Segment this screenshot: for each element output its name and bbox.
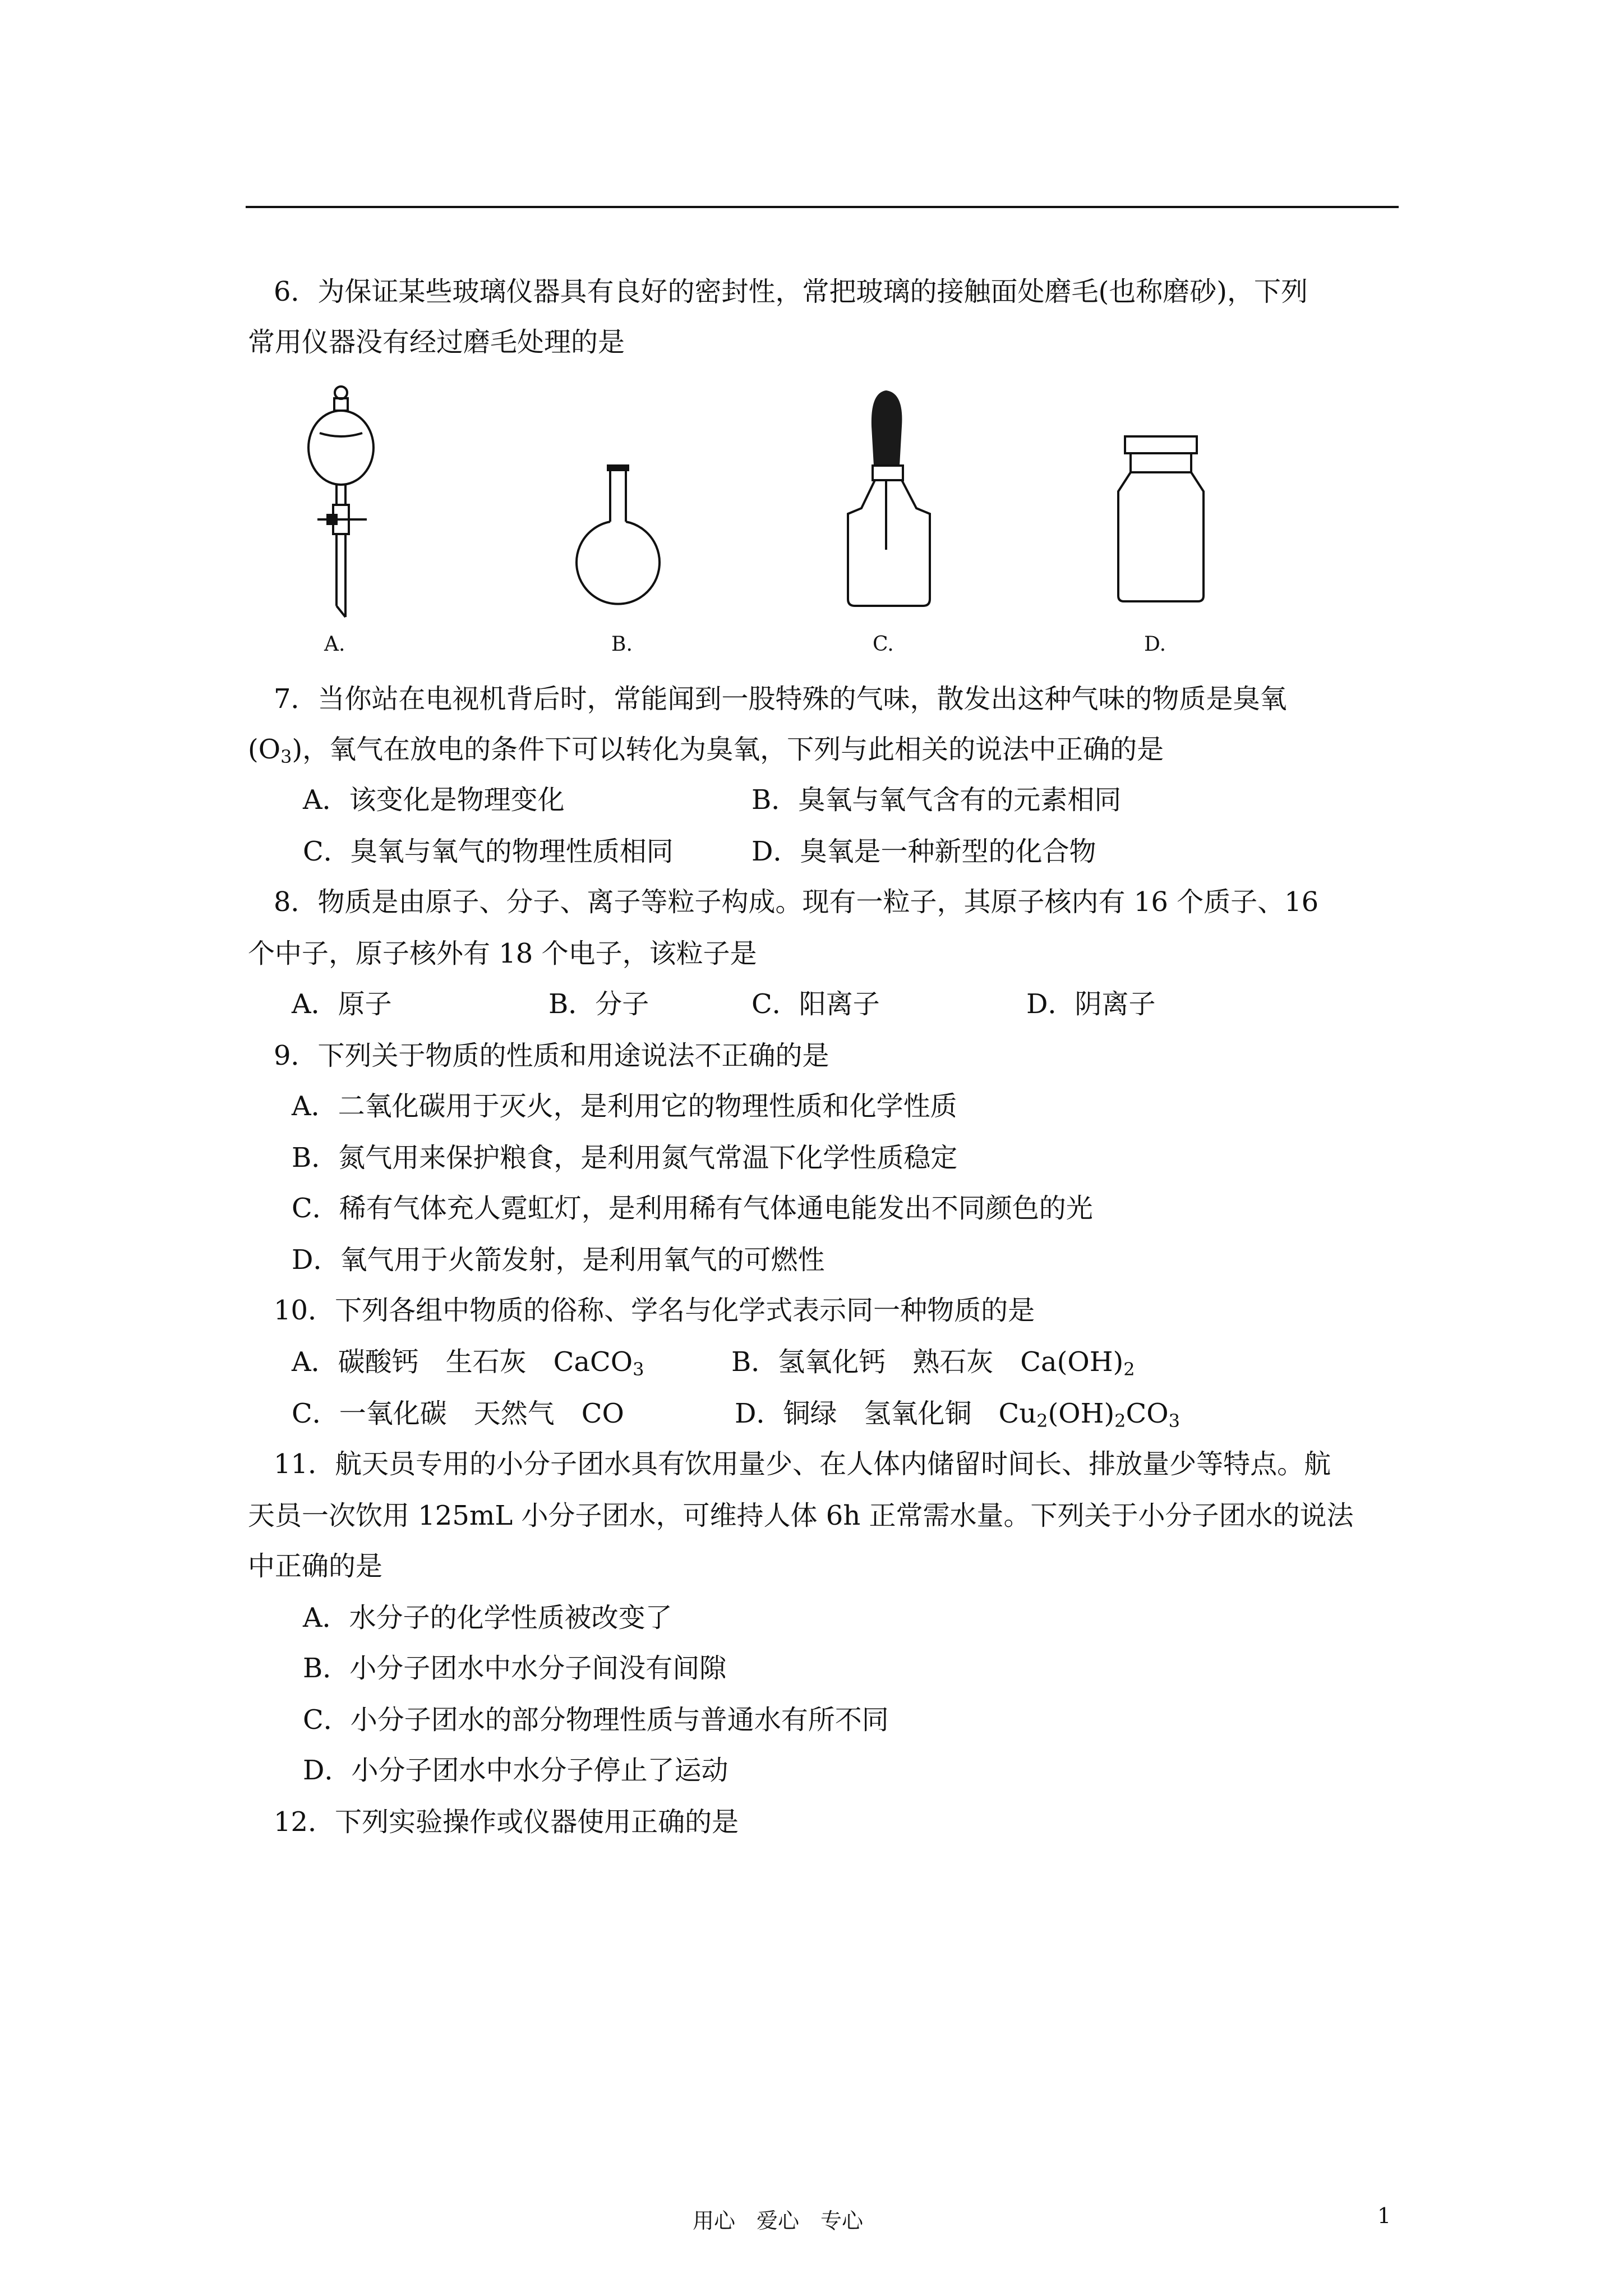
wide-mouth-jar-figure	[1108, 381, 1215, 617]
separatory-funnel-figure	[297, 381, 387, 623]
q8-line2: 个中子，原子核外有 18 个电子，该粒子是	[248, 938, 757, 969]
q10-option-d: D．铜绿 氢氧化铜 $Cu_2(OH)_2CO_3$	[735, 1398, 1180, 1432]
q11-option-b: B．小分子团水中水分子间没有间隙	[303, 1653, 727, 1684]
q10-line1: 10．下列各组中物质的俗称、学名与化学式表示同一种物质的是	[274, 1295, 1035, 1326]
q10-option-c: C．一氧化碳 天然气 CO	[292, 1398, 624, 1429]
q9-option-d: D．氧气用于火箭发射，是利用氧气的可燃性	[292, 1244, 825, 1276]
q8-option-d: D．阴离子	[1026, 988, 1156, 1020]
q7-option-a: A．该变化是物理变化	[303, 784, 565, 816]
q11-option-a: A．水分子的化学性质被改变了	[303, 1602, 672, 1634]
q7-line2: $(O_3)$，氧气在放电的条件下可以转化为臭氧，下列与此相关的说法中正确的是	[248, 734, 1164, 767]
q6-line1: 6．为保证某些玻璃仪器具有良好的密封性，常把玻璃的接触面处磨毛(也称磨砂)，下列	[274, 276, 1308, 307]
q9-option-b: B．氮气用来保护粮食，是利用氮气常温下化学性质稳定	[292, 1142, 958, 1174]
dropper-bottle-figure	[839, 381, 940, 617]
q11-line2: 天员一次饮用 125mL 小分子团水，可维持人体 6h 正常需水量。下列关于小分子团水的说法	[248, 1500, 1354, 1531]
q6-line2: 常用仪器没有经过磨毛处理的是	[248, 326, 625, 358]
q7-line1: 7．当你站在电视机背后时，常能闻到一股特殊的气味，散发出这种气味的物质是臭氧	[274, 683, 1287, 715]
q9-option-a: A．二氧化碳用于灭火，是利用它的物理性质和化学性质	[292, 1091, 957, 1122]
q7-option-c: C．臭氧与氧气的物理性质相同	[303, 836, 674, 867]
q9-line1: 9．下列关于物质的性质和用途说法不正确的是	[274, 1040, 829, 1071]
q11-option-c: C．小分子团水的部分物理性质与普通水有所不同	[303, 1704, 889, 1736]
q9-option-c: C．稀有气体充人霓虹灯，是利用稀有气体通电能发出不同颜色的光	[292, 1193, 1093, 1224]
q11-line3: 中正确的是	[248, 1550, 383, 1582]
q6-caption-d: D.	[1144, 633, 1166, 656]
q8-option-a: A．原子	[292, 988, 392, 1020]
q6-caption-a: A.	[324, 633, 345, 656]
q10-option-a: A．碳酸钙 生石灰 CaCO$_3$	[292, 1346, 644, 1380]
header-rule	[246, 206, 1399, 208]
q10-option-b: B．氢氧化钙 熟石灰 $Ca(OH)_2$	[731, 1346, 1135, 1380]
page-number: 1	[1377, 2203, 1391, 2228]
q11-option-d: D．小分子团水中水分子停止了运动	[303, 1755, 728, 1786]
q7-option-d: D．臭氧是一种新型的化合物	[751, 836, 1096, 867]
q7-option-b: B．臭氧与氧气含有的元素相同	[751, 784, 1122, 816]
q8-option-c: C．阳离子	[751, 988, 880, 1020]
q6-caption-c: C.	[873, 633, 894, 656]
q6-caption-b: B.	[611, 633, 633, 656]
footer-motto: 用心 爱心 专心	[693, 2208, 864, 2233]
q8-line1: 8．物质是由原子、分子、离子等粒子构成。现有一粒子，其原子核内有 16 个质子、16	[274, 886, 1319, 918]
round-bottom-flask-figure	[568, 381, 668, 617]
q11-line1: 11．航天员专用的小分子团水具有饮用量少、在人体内储留时间长、排放量少等特点。航	[274, 1448, 1331, 1480]
q12-line1: 12．下列实验操作或仪器使用正确的是	[274, 1806, 739, 1838]
q8-option-b: B．分子	[548, 988, 649, 1020]
